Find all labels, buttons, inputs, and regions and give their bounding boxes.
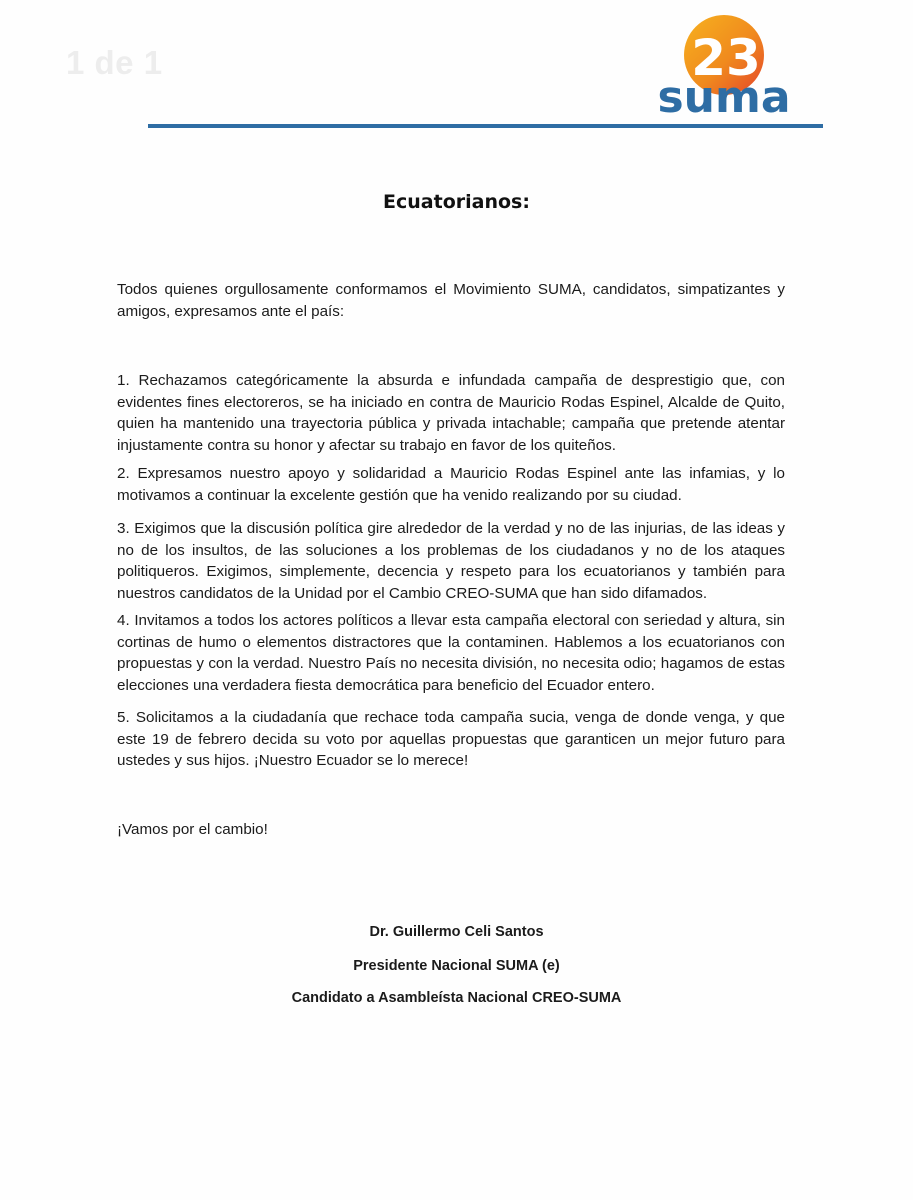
suma-logo-graphic [654, 12, 794, 122]
page-indicator: 1 de 1 [66, 44, 163, 81]
point-3: 3. Exigimos que la discusión política gire alrededor de la verdad y no de las injurias, de las ideas y no de los insultos, de las soluciones a los problemas de los ciudadanos y no de los ataques politiqueros. Exigimos, simplemente, decencia y respeto para los ecuatorianos y también para nuestros candidatos de la Unidad por el Cambio CREO-SUMA que han sido difamados. [117, 520, 785, 602]
signatory-name: Dr. Guillermo Celi Santos [369, 924, 544, 940]
point-1: 1. Rechazamos categóricamente la absurda e infundada campaña de desprestigio que, con evidentes fines electoreros, se ha iniciado en contra de Mauricio Rodas Espinel, Alcalde de Quito, quien ha mantenido una trayectoria pública y privada intachable; campaña que pretende atentar injustamente contra su honor y afectar su trabajo en favor de los quiteños. [117, 372, 785, 454]
point-5: 5. Solicitamos a la ciudadanía que rechace toda campaña sucia, venga de donde venga, y que este 19 de febrero decida su voto por aquellas propuestas que garanticen un mejor futuro para ustedes y sus hijos. ¡Nuestro Ecuador se lo merece! [117, 709, 785, 770]
suma-logo [654, 12, 794, 122]
intro-paragraph: Todos quienes orgullosamente conformamos el Movimiento SUMA, candidatos, simpatizantes y amigos, expresamos ante el país: [117, 281, 785, 320]
signatory-title: Presidente Nacional SUMA (e) [353, 958, 560, 974]
letter-heading: Ecuatorianos: [383, 191, 530, 213]
point-2: 2. Expresamos nuestro apoyo y solidaridad a Mauricio Rodas Espinel ante las infamias, y lo motivamos a continuar la excelente gestión que ha venido realizando por su ciudad. [117, 465, 785, 504]
svg-text:suma: suma [657, 72, 791, 122]
header-divider [148, 124, 823, 128]
svg-text:23: 23 [691, 29, 761, 87]
signatory-candidacy: Candidato a Asambleísta Nacional CREO-SUMA [291, 990, 622, 1006]
point-4: 4. Invitamos a todos los actores políticos a llevar esta campaña electoral con seriedad y altura, sin cortinas de humo o elementos distractores que la contaminen. Hablemos a los ecuatorianos con propuestas y con la verdad. Nuestro País no necesita división, no necesita odio; hagamos de estas elecciones una verdadera fiesta democrática para beneficio del Ecuador entero. [117, 612, 785, 694]
closing-line: ¡Vamos por el cambio! [117, 821, 268, 838]
